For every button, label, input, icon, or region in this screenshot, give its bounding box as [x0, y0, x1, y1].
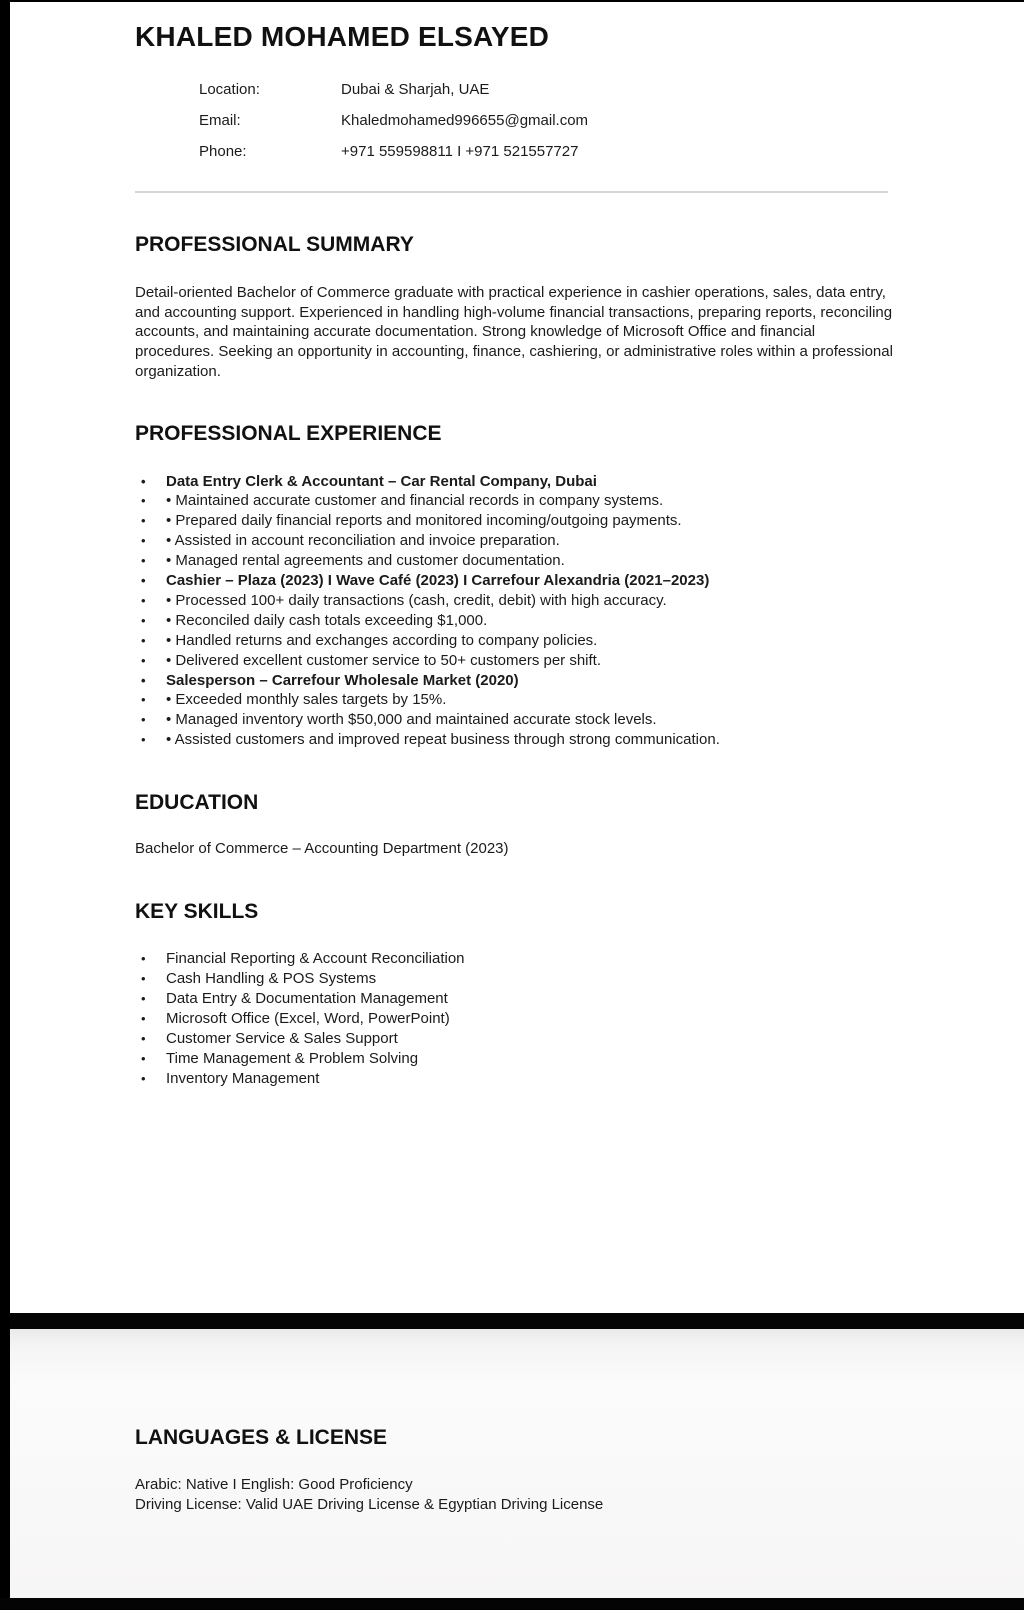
- skill-item: • Financial Reporting & Account Reconciliation: [135, 949, 895, 969]
- languages-line: Arabic: Native I English: Good Proficiency: [135, 1476, 413, 1493]
- header-divider: [135, 191, 888, 193]
- bottom-edge-scan-band: [0, 1598, 1024, 1610]
- key-skills-list: [135, 949, 895, 1088]
- skill-item: • Cash Handling & POS Systems: [135, 969, 895, 989]
- experience-item: • • Processed 100+ daily transactions (cash, credit, debit) with high accuracy.: [135, 591, 895, 611]
- skill-item: • Inventory Management: [135, 1069, 895, 1089]
- contact-row-location: [135, 81, 895, 98]
- experience-item: • • Maintained accurate customer and financial records in company systems.: [135, 491, 895, 511]
- experience-item: • • Assisted customers and improved repeat business through strong communication.: [135, 730, 895, 750]
- skill-item: • Customer Service & Sales Support: [135, 1029, 895, 1049]
- summary-text: Detail-oriented Bachelor of Commerce graduate with practical experience in cashier operations, sales, data entry, and accounting support. Experienced in handling high-volume financial transactions, preparing reports, reconciling accounts, and maintaining accurate documentation. Strong knowledge of Microsoft Office and financial procedures. Seeking an opportunity in accounting, finance, cashiering, or administrative roles within a professional organization.: [135, 284, 893, 380]
- experience-item: • • Exceeded monthly sales targets by 15%.: [135, 690, 895, 710]
- experience-item: • • Handled returns and exchanges according to company policies.: [135, 631, 895, 651]
- top-edge-scan-line: [0, 0, 1024, 2]
- contact-value-email: Khaledmohamed996655@gmail.com: [341, 112, 589, 129]
- license-line: Driving License: Valid UAE Driving License & Egyptian Driving License: [135, 1495, 604, 1513]
- contact-row-email: [135, 112, 895, 129]
- section-title-key-skills: KEY SKILLS: [135, 900, 259, 924]
- experience-item: • • Delivered excellent customer service to 50+ customers per shift.: [135, 651, 895, 671]
- left-edge-scan-band: [0, 0, 10, 1610]
- experience-item: • • Reconciled daily cash totals exceeding $1,000.: [135, 611, 895, 631]
- section-title-experience: PROFESSIONAL EXPERIENCE: [135, 421, 442, 445]
- skill-item: • Data Entry & Documentation Management: [135, 989, 895, 1009]
- contact-value-location: Dubai & Sharjah, UAE: [341, 81, 490, 98]
- contact-label: Phone:: [199, 143, 247, 160]
- section-title-languages-license: LANGUAGES & LICENSE: [135, 1426, 388, 1449]
- experience-item: • • Managed inventory worth $50,000 and maintained accurate stock levels.: [135, 710, 895, 730]
- experience-item: • • Prepared daily financial reports and monitored incoming/outgoing payments.: [135, 511, 895, 531]
- contact-label: Email:: [199, 112, 241, 129]
- page-2-content: [135, 1329, 895, 1514]
- experience-item-job-title: • Data Entry Clerk & Accountant – Car Rental Company, Dubai: [135, 472, 895, 492]
- languages-lines: [135, 1475, 895, 1514]
- candidate-name: KHALED MOHAMED ELSAYED: [135, 21, 550, 52]
- skill-item: • Time Management & Problem Solving: [135, 1049, 895, 1069]
- contact-row-phone: [135, 143, 895, 160]
- experience-item-job-title: • Cashier – Plaza (2023) I Wave Café (2023) I Carrefour Alexandria (2021–2023): [135, 571, 895, 591]
- experience-item: • • Managed rental agreements and customer documentation.: [135, 551, 895, 571]
- experience-list: [135, 472, 895, 751]
- contact-label: Location:: [199, 81, 260, 98]
- section-title-summary: PROFESSIONAL SUMMARY: [135, 233, 414, 256]
- resume-page-2: [0, 1329, 1024, 1598]
- contact-value-phone: +971 559598811 I +971 521557727: [341, 143, 579, 160]
- page-1-content: [135, 0, 895, 1089]
- education-line: Bachelor of Commerce – Accounting Department (2023): [135, 840, 509, 858]
- skill-item: • Microsoft Office (Excel, Word, PowerPoint): [135, 1009, 895, 1029]
- section-title-education: EDUCATION: [135, 791, 259, 815]
- page-break-band: [0, 1313, 1024, 1329]
- experience-item-job-title: • Salesperson – Carrefour Wholesale Market (2020): [135, 671, 895, 691]
- contact-block: [135, 81, 895, 160]
- experience-item: • • Assisted in account reconciliation and invoice preparation.: [135, 531, 895, 551]
